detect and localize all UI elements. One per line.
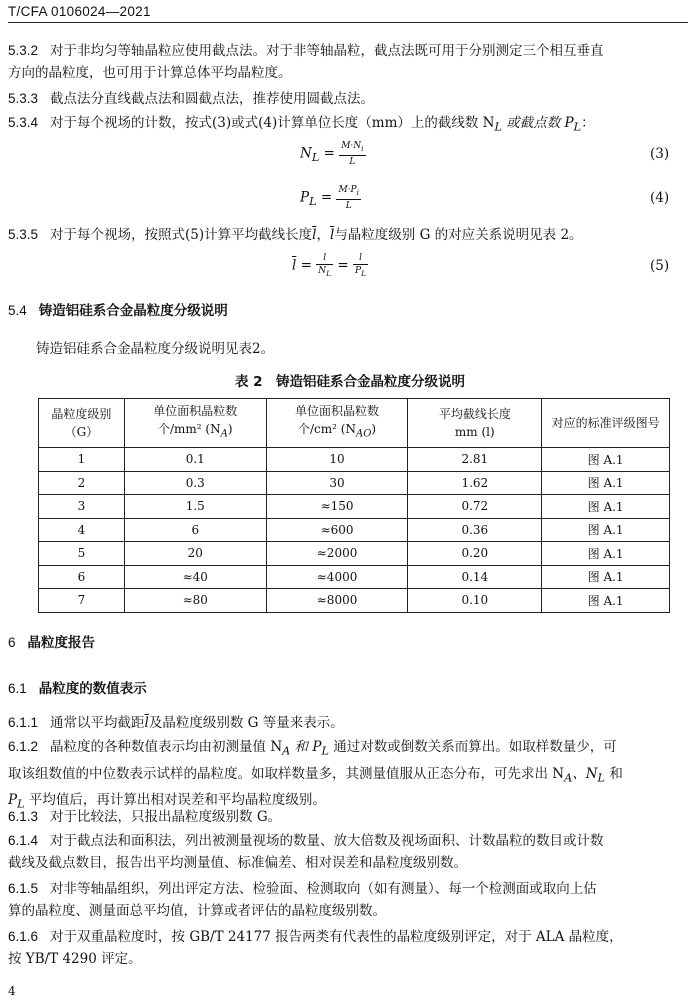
clause-5-3-2: 5.3.2 对于非均匀等轴晶粒应使用截点法。对于非等轴晶粒，截点法既可用于分别测定三个相互垂直 方向的晶粒度，也可用于计算总体平均晶粒度。 xyxy=(8,43,604,81)
fraction: $\frac{l}{N_L}$ xyxy=(318,253,332,278)
equation-number-3: (3) xyxy=(650,146,670,162)
table-caption: 表 2 铸造铝硅系合金晶粒度分级说明 xyxy=(234,374,466,390)
equation-4: $P_L$ = $\frac{M\cdot P_i}{L}$ xyxy=(300,185,360,211)
equation-5: $\overline{l}$ = $\frac{l}{N_L}$ = $\frac{l}{P_L}$ xyxy=(292,253,367,278)
clause-5-3-4: 5.3.4 对于每个视场的计数，按式(3)或式(4)计算单位长度（mm）上的截线数 $N_L$ 或截点数 $P_L$： xyxy=(8,115,595,134)
table-header-cell: 平均截线长度 mm (l) xyxy=(408,399,542,448)
fraction: $\frac{l}{P_L}$ xyxy=(355,253,367,278)
clause-6-1-6: 6.1.6 对于双重晶粒度时，按 GB/T 24177 报告两类有代表性的晶粒度级别评定，对于 ALA 晶粒度， 按 YB/T 4290 评定。 xyxy=(8,929,623,967)
page-number: 4 xyxy=(8,984,16,998)
table-header-cell: 晶粒度级别 （G） xyxy=(39,399,125,448)
table-header-cell: 单位面积晶粒数 个/mm² $(N_A)$ xyxy=(124,399,266,448)
table-row: 2 0.3 30 1.62 图 A.1 xyxy=(39,471,670,495)
equation-3: $N_L$ = $\frac{M\cdot N_i}{L}$ xyxy=(300,141,364,167)
table-row: 5 20 ≈2000 0.20 图 A.1 xyxy=(39,542,670,566)
clause-5-3-3: 5.3.3 截点法分直线截点法和圆截点法，推荐使用圆截点法。 xyxy=(8,91,375,107)
section-5-4-body: 铸造铝硅系合金晶粒度分级说明见表2。 xyxy=(36,341,275,357)
table-row: 3 1.5 ≈150 0.72 图 A.1 xyxy=(39,495,670,519)
clause-6-1-5: 6.1.5 对非等轴晶组织，列出评定方法、检验面、检测取向（如有测量）、每一个检测面或取向上估 算的晶粒度、测量面总平均值，计算或者评估的晶粒度级别数。 xyxy=(8,881,597,919)
grain-size-table xyxy=(38,398,670,613)
table-row: 4 6 ≈600 0.36 图 A.1 xyxy=(39,518,670,542)
table-row: 7 ≈80 ≈8000 0.10 图 A.1 xyxy=(39,589,670,613)
clause-6-1-3: 6.1.3 对于比较法，只报出晶粒度级别数 G。 xyxy=(8,809,282,825)
fraction: $\frac{M\cdot P_i}{L}$ xyxy=(338,185,360,211)
table-row: 1 0.1 10 2.81 图 A.1 xyxy=(39,448,670,472)
section-5-4-heading: 5.4 铸造铝硅系合金晶粒度分级说明 xyxy=(8,303,228,319)
document-header: T/CFA 0106024—2021 xyxy=(8,4,151,19)
header-rule xyxy=(8,22,688,23)
section-6-1-heading: 6.1 晶粒度的数值表示 xyxy=(8,681,147,697)
clause-6-1-1: 6.1.1 通常以平均截距$\overline{l}$及晶粒度级别数 G 等量来表示。 xyxy=(8,715,344,731)
fraction: $\frac{M\cdot N_i}{L}$ xyxy=(341,141,364,167)
equation-number-4: (4) xyxy=(650,190,670,206)
table-header-row xyxy=(39,399,670,448)
clause-5-3-5: 5.3.5 对于每个视场，按照式(5)计算平均截线长度$\overline{l}$，$\overline{l}$与晶粒度级别 G 的对应关系说明见表 2。 xyxy=(8,227,583,243)
table-header-cell: 单位面积晶粒数 个/cm² $(N_{AO})$ xyxy=(266,399,408,448)
section-6-heading: 6 晶粒度报告 xyxy=(8,635,96,651)
clause-6-1-4: 6.1.4 对于截点法和面积法，列出被测量视场的数量、放大倍数及视场面积、计数晶粒的数目或计数 截线及截点数目，报告出平均测量值、标准偏差、相对误差和晶粒度级别数。 xyxy=(8,833,604,871)
equation-number-5: (5) xyxy=(650,258,670,274)
table-row: 6 ≈40 ≈4000 0.14 图 A.1 xyxy=(39,565,670,589)
table-header-cell: 对应的标准评级图号 xyxy=(542,399,670,448)
clause-6-1-2: 6.1.2 晶粒度的各种数值表示均由初测量值 $N_A$ 和 $P_L$ 通过对数或倒数关系而算出。如取样数量少，可 取该组数值的中位数表示试样的晶粒度。如取样数量多，其测量值服从正态分布，可先求出 $N_A$、$N_L$ 和 $P_L$ 平均值后，再计算出相对误差和平均晶粒度级别。 xyxy=(8,739,623,812)
